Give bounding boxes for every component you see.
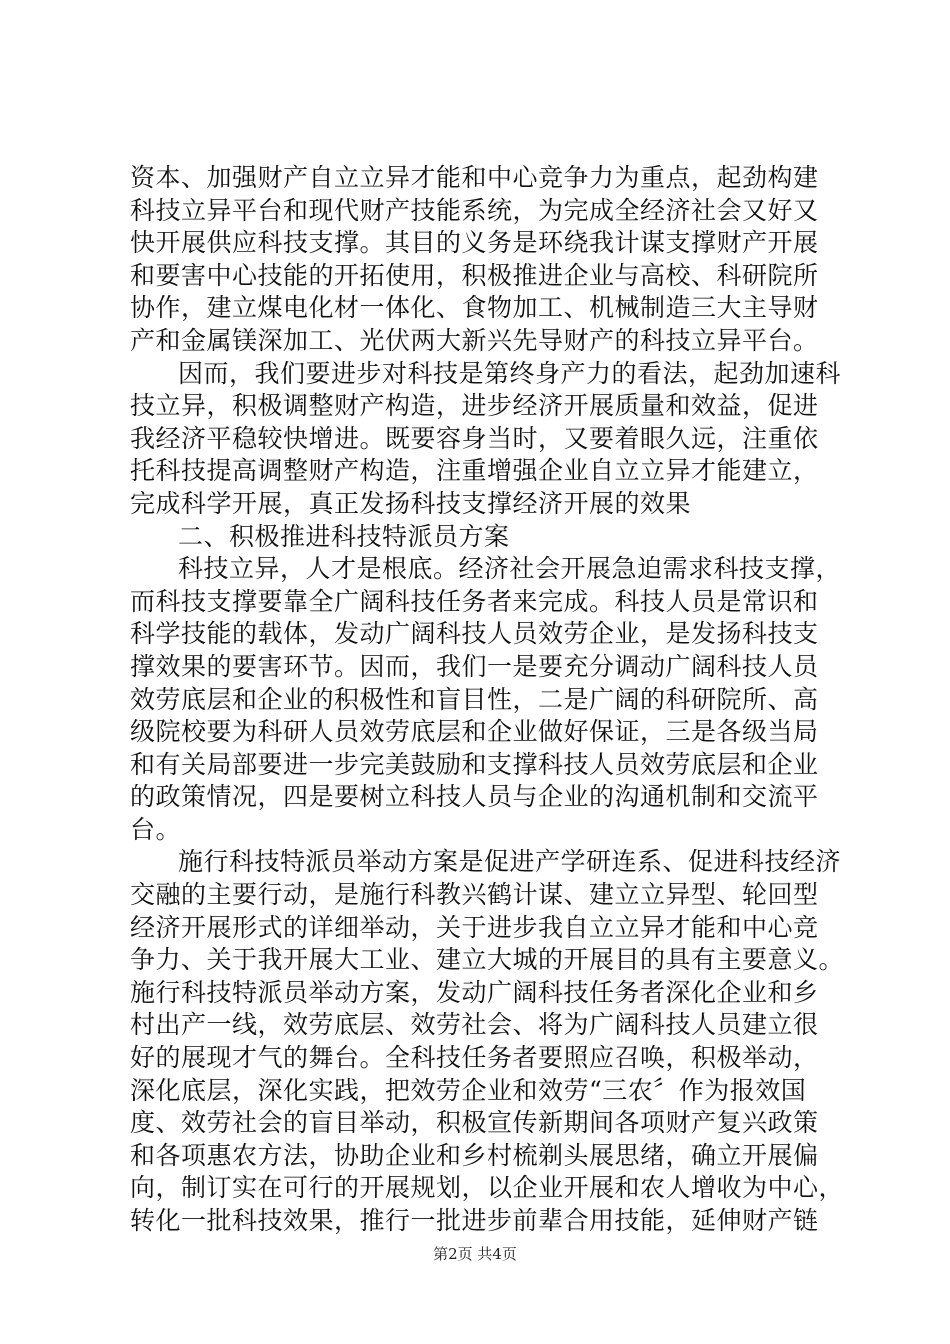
- paragraph-start-line: 因而，我们要进步对科技是第终身产力的看法，起劲加速科: [178, 358, 842, 388]
- text-line: 台。: [130, 814, 182, 844]
- text-line: 施行科技特派员举动方案，发动广阔科技任务者深化企业和乡: [130, 977, 819, 1007]
- section-heading: 二、积极推进科技特派员方案: [178, 521, 510, 551]
- text-line: 和各项惠农方法，协助企业和乡村梳剃头展思绪，确立开展偏: [130, 1140, 819, 1170]
- text-line: 科学技能的载体，发动广阔科技人员效劳企业，是发扬科技支: [130, 619, 819, 649]
- text-line: 和要害中心技能的开拓使用，积极推进企业与高校、科研院所: [130, 260, 819, 290]
- text-line: 我经济平稳较快增进。既要容身当时，又要着眼久远，注重依: [130, 423, 819, 453]
- text-line: 撑效果的要害环节。因而，我们一是要充分调动广阔科技人员: [130, 651, 819, 681]
- text-line: 科技立异平台和现代财产技能系统，为完成全经济社会又好又: [130, 195, 819, 225]
- page-number-footer: 第2页 共4页: [433, 1245, 517, 1263]
- text-line: 而科技支撑要靠全广阔科技任务者来完成。科技人员是常识和: [130, 586, 819, 616]
- text-line: 和有关局部要进一步完美鼓励和支撑科技人员效劳底层和企业: [130, 749, 819, 779]
- document-body: [130, 162, 845, 1238]
- text-line: 交融的主要行动，是施行科教兴鹤计谋、建立立异型、轮回型: [130, 880, 819, 910]
- text-line: 完成科学开展，真正发扬科技支撑经济开展的效果: [130, 488, 692, 518]
- text-line: 转化一批科技效果，推行一批进步前辈合用技能，延伸财产链: [130, 1206, 819, 1235]
- text-line: 经济开展形式的详细举动，关于进步我自立立异才能和中心竞: [130, 912, 819, 942]
- text-line: 度、效劳社会的盲目举动，积极宣传新期间各项财产复兴政策: [130, 1108, 819, 1138]
- text-line: 向，制订实在可行的开展规划，以企业开展和农人增收为中心，: [130, 1173, 845, 1203]
- paragraph-start-line: 科技立异，人才是根底。经济社会开展急迫需求科技支撑，: [178, 554, 842, 584]
- text-line: 效劳底层和企业的积极性和盲目性，二是广阔的科研院所、高: [130, 684, 819, 714]
- text-line: 好的展现才气的舞台。全科技任务者要照应召唤，积极举动，: [130, 1043, 819, 1073]
- text-line: 深化底层，深化实践，把效劳企业和效劳“三农〞作为报效国: [130, 1075, 807, 1105]
- text-line: 协作，建立煤电化材一体化、食物加工、机械制造三大主导财: [130, 293, 819, 323]
- text-line: 资本、加强财产自立立异才能和中心竞争力为重点，起劲构建: [130, 163, 819, 192]
- text-line: 技立异，积极调整财产构造，进步经济开展质量和效益，促进: [130, 391, 819, 421]
- text-line: 快开展供应科技支撑。其目的义务是环绕我计谋支撑财产开展: [130, 228, 819, 258]
- paragraph-start-line: 施行科技特派员举动方案是促进产学研连系、促进科技经济: [178, 847, 842, 877]
- text-line: 争力、关于我开展大工业、建立大城的开展目的具有主要意义。: [130, 945, 845, 975]
- text-line: 级院校要为科研人员效劳底层和企业做好保证，三是各级当局: [130, 717, 819, 747]
- text-line: 村出产一线，效劳底层、效劳社会、将为广阔科技人员建立很: [130, 1010, 819, 1040]
- text-line: 的政策情况，四是要树立科技人员与企业的沟通机制和交流平: [130, 782, 819, 812]
- text-line: 产和金属镁深加工、光伏两大新兴先导财产的科技立异平台。: [130, 325, 819, 355]
- text-line: 托科技提高调整财产构造，注重增强企业自立立异才能建立，: [130, 456, 819, 486]
